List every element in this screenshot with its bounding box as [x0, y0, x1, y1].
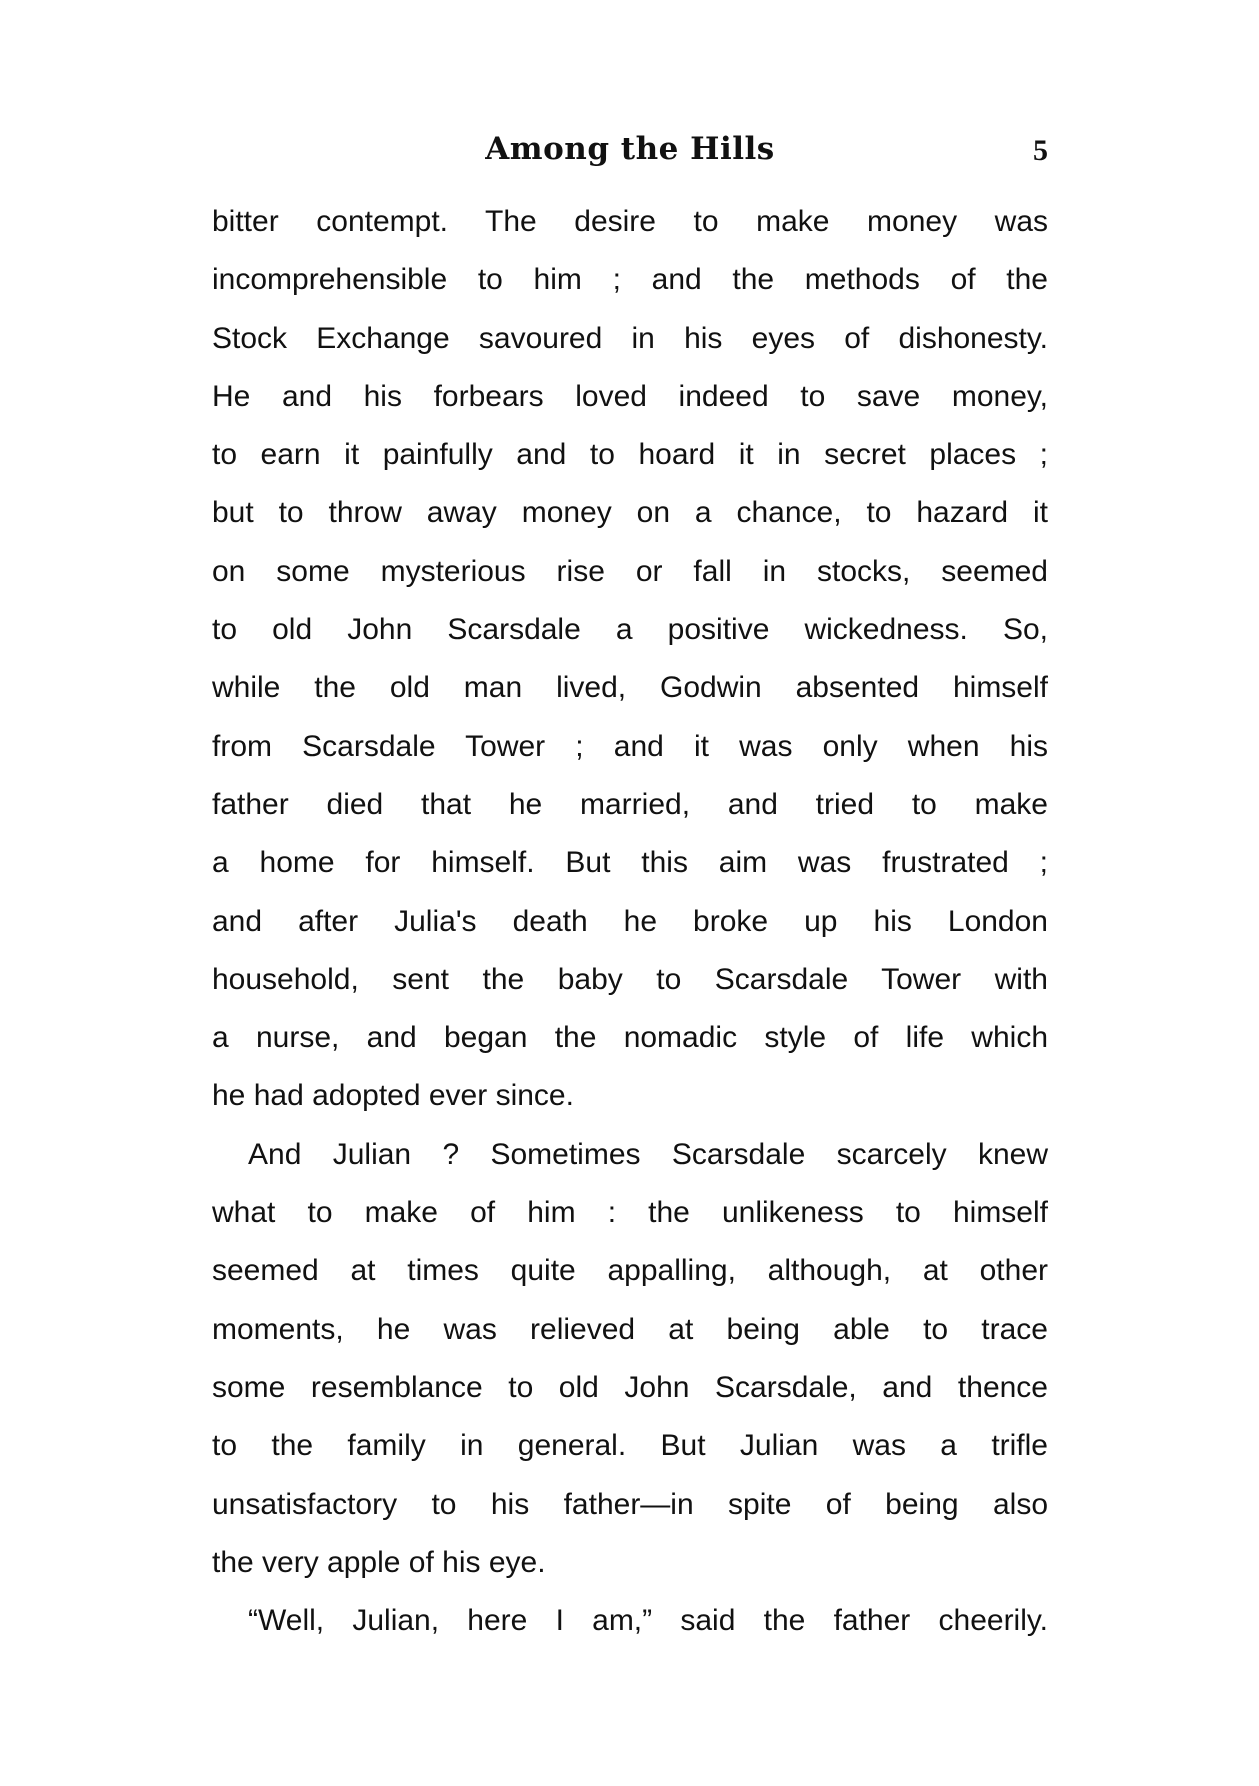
text-line: he had adopted ever since.: [212, 1079, 574, 1113]
text-line: but to throw away money on a chance, to hazard it: [212, 496, 1048, 530]
text-line: And Julian ? Sometimes Scarsdale scarcely knew: [248, 1137, 1048, 1171]
text-line: on some mysterious rise or fall in stocks, seemed: [212, 554, 1048, 588]
text-line: a home for himself. But this aim was frustrated ;: [212, 846, 1048, 880]
text-line: some resemblance to old John Scarsdale, and thence: [212, 1370, 1048, 1404]
text-line: Stock Exchange savoured in his eyes of dishonesty.: [212, 321, 1048, 355]
text-line: unsatisfactory to his father—in spite of being also: [212, 1487, 1048, 1521]
text-line: to earn it painfully and to hoard it in secret places ;: [212, 438, 1048, 472]
page-number: 5: [1033, 134, 1048, 167]
text-line: seemed at times quite appalling, although, at other: [212, 1254, 1048, 1288]
text-line: incomprehensible to him ; and the methods of the: [212, 263, 1048, 297]
text-line: He and his forbears loved indeed to save money,: [212, 379, 1048, 413]
text-line: from Scarsdale Tower ; and it was only when his: [212, 729, 1048, 763]
text-line: “Well, Julian, here I am,” said the father cheerily.: [248, 1604, 1048, 1638]
body-text: [212, 193, 1048, 1650]
text-line: household, sent the baby to Scarsdale Tower with: [212, 962, 1048, 996]
text-line: to old John Scarsdale a positive wickedness. So,: [212, 613, 1048, 647]
text-line: a nurse, and began the nomadic style of life which: [212, 1021, 1048, 1055]
text-line: the very apple of his eye.: [212, 1545, 546, 1579]
text-line: what to make of him : the unlikeness to himself: [212, 1196, 1048, 1230]
text-line: moments, he was relieved at being able to trace: [212, 1312, 1048, 1346]
text-line: while the old man lived, Godwin absented himself: [212, 671, 1048, 705]
running-title: Among the Hills: [485, 131, 775, 167]
running-head: [212, 124, 1048, 174]
text-line: to the family in general. But Julian was a trifle: [212, 1429, 1048, 1463]
text-line: and after Julia's death he broke up his London: [212, 904, 1048, 938]
text-line: bitter contempt. The desire to make money was: [212, 205, 1048, 238]
text-line: father died that he married, and tried to make: [212, 787, 1048, 821]
